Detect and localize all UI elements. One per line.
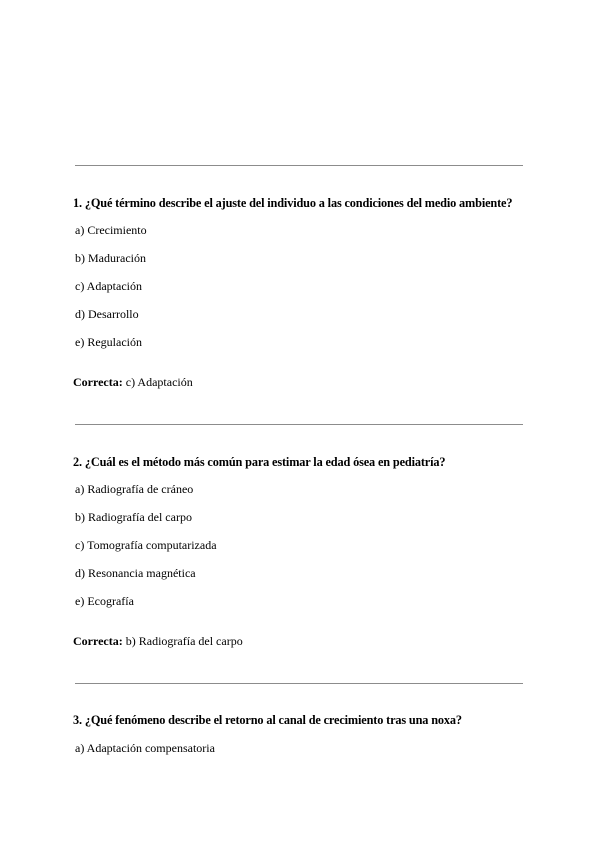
answer-value: b) Radiografía del carpo: [125, 634, 243, 648]
answer-label: Correcta:: [73, 375, 123, 389]
separator-line: [75, 424, 523, 425]
question-2-option-a: a) Radiografía de cráneo: [75, 482, 194, 496]
question-1-option-c: c) Adaptación: [75, 279, 142, 293]
question-1-option-e: e) Regulación: [75, 335, 142, 349]
question-1-option-d: d) Desarrollo: [75, 307, 139, 321]
answer-value: c) Adaptación: [125, 375, 193, 389]
question-2-option-e: e) Ecografía: [75, 594, 134, 608]
question-1-text: 1. ¿Qué término describe el ajuste del individuo a las condiciones del medio ambiente?: [73, 196, 513, 210]
question-2-option-b: b) Radiografía del carpo: [75, 510, 192, 524]
question-2-answer: [73, 634, 243, 649]
answer-label: Correcta:: [73, 634, 123, 648]
separator-line: [75, 165, 523, 166]
separator-line: [75, 683, 523, 684]
question-2-option-d: d) Resonancia magnética: [75, 566, 196, 580]
question-3-option-a: a) Adaptación compensatoria: [75, 741, 215, 755]
question-3-text: 3. ¿Qué fenómeno describe el retorno al canal de crecimiento tras una noxa?: [73, 713, 462, 727]
question-2-option-c: c) Tomografía computarizada: [75, 538, 217, 552]
question-1-answer: [73, 375, 193, 390]
question-2-text: 2. ¿Cuál es el método más común para estimar la edad ósea en pediatría?: [73, 455, 446, 469]
question-1-option-b: b) Maduración: [75, 251, 146, 265]
question-1-option-a: a) Crecimiento: [75, 223, 147, 237]
